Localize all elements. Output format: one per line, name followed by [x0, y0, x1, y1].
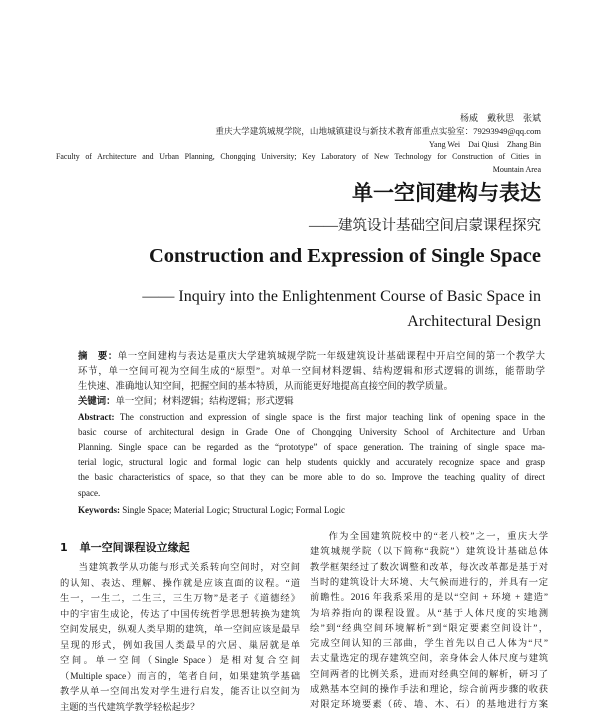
section-heading	[60, 540, 190, 555]
keywords-cn-label: 关键词：	[78, 397, 116, 407]
body-left-line: 生一，一生二，二生三，三生万物”是老子《道德经》	[60, 594, 300, 604]
affiliation-cn: 重庆大学建筑城规学院，山地城镇建设与新技术教育部重点实验室：79293949@qq.com	[215, 126, 541, 136]
section-title: 单一空间课程设立缘起	[79, 541, 190, 554]
body-right-line: 作为全国建筑院校中的“老八校”之一，重庆大学	[328, 532, 548, 542]
abstract-en-line: basic course of architectural design in Grade One of Chongqing University School of Architecture and Urban	[78, 427, 545, 437]
body-left-line: 呈现的形式，例如我国人类最早的穴居、巢居就是单	[60, 640, 300, 651]
body-right-line: 绘”到“经典空间环境解析”到“限定要素空间设计”，	[310, 623, 548, 634]
authors-en: Yang Wei Dai Qiusi Zhang Bin	[429, 140, 541, 149]
abstract-en-line: terial logic, structural logic and formal logic can help students quickly and accurately recognize space and grasp	[78, 457, 545, 467]
keywords-cn-text: 单一空间；材料逻辑；结构逻辑；形式逻辑	[115, 397, 294, 407]
body-right-line: 完成空间认知的三部曲，学生首先以自己人体为“尺”	[310, 639, 548, 650]
abstract-en-line	[78, 410, 545, 424]
abstract-cn-line: 生快速、准确地认知空间，把握空间的基本特质，从而能更好地提高直接空间的教学质量。	[78, 382, 454, 392]
body-left-line: （Multiple space）而言的，笔者自问，如果建筑学基础	[60, 671, 300, 682]
abstract-en-line: space.	[78, 488, 101, 498]
body-right-line: 前瞻性。2016 年我系采用的是以“空间 + 环境 + 建造”	[310, 593, 548, 604]
body-left-line: 的认知、表达、理解、操作就是应该直面的议程。“道	[60, 578, 300, 589]
affiliation-en-line: Faculty of Architecture and Urban Planning, Chongqing University; Key Laboratory of New Technology for Construction of Cities in	[56, 152, 541, 161]
keywords-cn	[78, 395, 545, 409]
keywords-en	[78, 503, 545, 517]
body-left-line: 教学从单一空间出发对学生进行启发，能否让以空间为	[60, 687, 300, 697]
subtitle-en-line: Architectural Design	[407, 313, 541, 330]
title-en: Construction and Expression of Single Space	[148, 245, 541, 267]
keywords-en-text: Single Space; Material Logic; Structural Logic; Formal Logic	[122, 505, 345, 515]
body-right-line: 当时的建筑设计大环境、大气候而进行的，并具有一定	[310, 577, 548, 588]
body-left-line: 主题的当代建筑学教学轻松起步？	[60, 702, 200, 713]
abstract-cn-line: 环节，单一空间可视为空间生成的“原型”。对单一空间材料逻辑、结构逻辑和形式逻辑的训练，能帮助学	[78, 367, 545, 377]
title-cn: 单一空间建构与表达	[352, 181, 541, 205]
abstract-cn-text: 单一空间建构与表达是重庆大学建筑城规学院一年级建筑设计基础课程中开启空间的第一个教学大	[117, 352, 545, 362]
abstract-cn-label: 摘 要：	[78, 352, 118, 362]
body-left-line: 空间。单一空间（Single Space）是相对复合空间	[60, 656, 300, 666]
body-left-line: 空间发展史，纵观人类早期的建筑，单一空间应该是最早	[60, 625, 300, 635]
body-right-line: 去丈量选定的现存建筑空间，亲身体会人体尺度与建筑	[310, 654, 548, 665]
keywords-en-label: Keywords:	[78, 505, 120, 515]
body-right-line: 对限定环境要素（砖、墙、木、石）的基地进行方案	[310, 700, 548, 711]
body-right-line: 空间两者的比例关系，进而对经典空间的解析，研习了	[310, 669, 548, 680]
subtitle-cn: ——建筑设计基础空间启蒙课程探究	[309, 218, 541, 234]
body-right-line: 为培养指向的课程设置。从“基于人体尺度的实地测	[310, 608, 548, 619]
section-number: 1	[60, 541, 68, 554]
authors-cn: 杨威 戴秋思 张斌	[459, 113, 541, 123]
body-right-line: 建筑城规学院（以下简称“我院”）建筑设计基础总体	[310, 547, 548, 558]
abstract-en-label: Abstract:	[78, 412, 115, 422]
abstract-en-line: Planning. Single space can be regarded as the “prototype” of space generation. The training of single space ma-	[78, 442, 545, 452]
body-right-line: 教学框架经过了数次调整和改革，每次改革都是基于对	[310, 562, 548, 573]
abstract-en-text: The construction and expression of single space is the first major teaching link of opening space in the	[119, 412, 545, 422]
body-left-line: 当建筑教学从功能与形式关系转向空间时，对空间	[78, 563, 300, 573]
abstract-cn-line	[78, 350, 545, 364]
affiliation-en-line: Mountain Area	[492, 165, 541, 174]
abstract-en-line: the basic characteristics of space, so that they can be more able to do so. Improve the teaching quality of direct	[78, 472, 545, 482]
body-right-line: 成熟基本空间的操作手法和理论，综合前两步骤的收获	[310, 685, 548, 695]
body-left-line: 中的宇宙生成论，传达了中国传统哲学思想转换为建筑	[60, 609, 300, 620]
subtitle-en-line: —— Inquiry into the Enlightenment Course of Basic Space in	[142, 288, 541, 305]
